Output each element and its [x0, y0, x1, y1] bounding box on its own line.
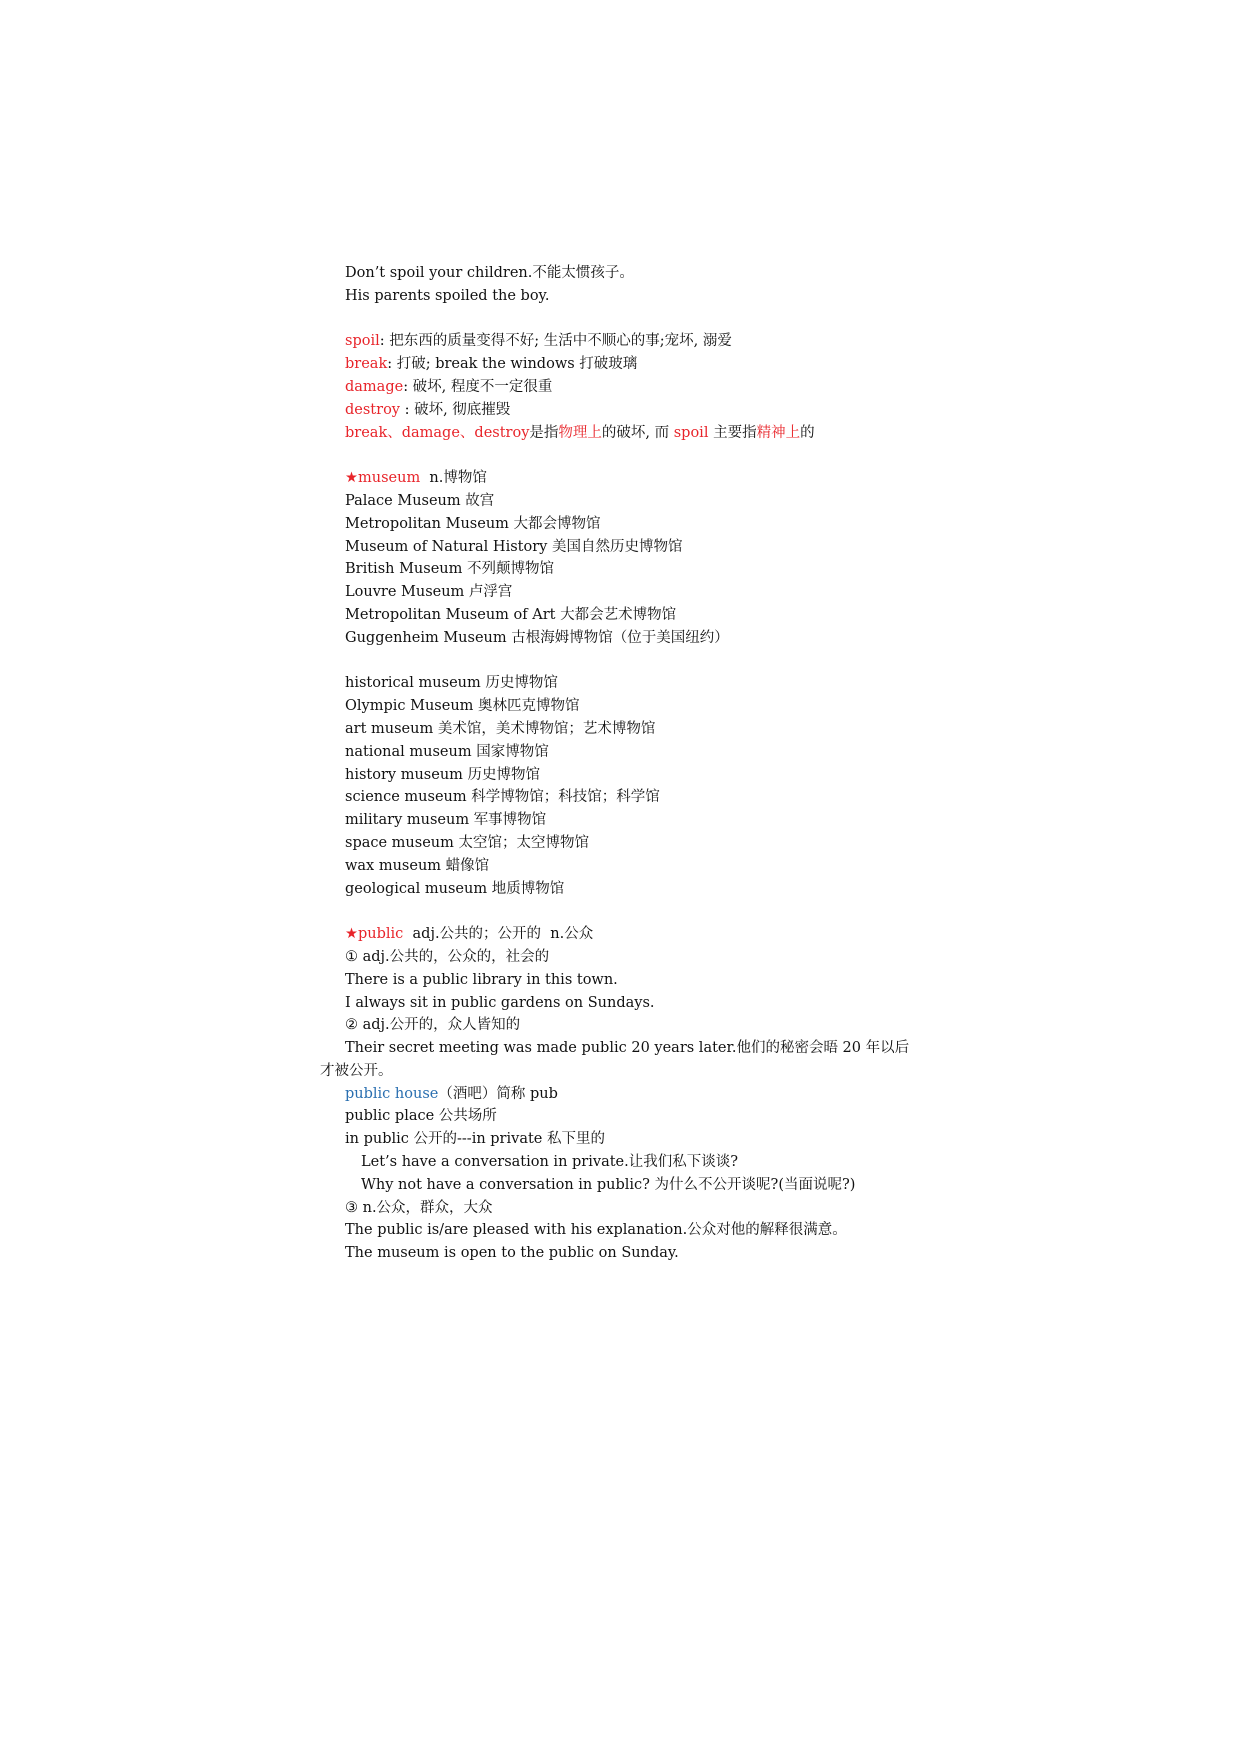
- example-line: The museum is open to the public on Sunday.: [345, 1245, 679, 1262]
- keyword-spoil: spoil: [673, 424, 709, 441]
- star-icon: ★: [345, 470, 358, 487]
- phrase-line: public place 公共场所: [345, 1108, 497, 1125]
- example-line: Don’t spoil your children.不能太惯孩子。: [345, 265, 634, 281]
- phrase-line: [345, 1083, 945, 1106]
- example-line-continued: 才被公开。: [320, 1062, 393, 1079]
- spacer: [345, 900, 945, 923]
- highlight-spiritual: 精神上: [756, 424, 801, 441]
- museum-heading: [345, 467, 945, 490]
- keyword-destroy: destroy: [345, 401, 400, 418]
- public-heading: [345, 923, 945, 946]
- spacer: [345, 308, 945, 331]
- phrase-text: （酒吧）简称 pub: [438, 1085, 558, 1102]
- museum-type-item: geological museum 地质博物馆: [345, 880, 565, 897]
- sense-heading: ① adj.公共的，公众的，社会的: [345, 948, 550, 965]
- summary-text: 的: [800, 424, 815, 441]
- museum-type-item: historical museum 历史博物馆: [345, 675, 558, 692]
- keyword-break: break: [345, 356, 388, 373]
- spoil-definition: [345, 330, 945, 353]
- museum-name-item: Metropolitan Museum 大都会博物馆: [345, 515, 601, 532]
- museum-name-item: Guggenheim Museum 古根海姆博物馆（位于美国纽约）: [345, 629, 729, 646]
- keyword-damage: damage: [345, 378, 404, 395]
- destroy-definition: [345, 399, 945, 422]
- museum-type-item: Olympic Museum 奥林匹克博物馆: [345, 698, 580, 715]
- definition-text: adj.公共的；公开的 n.公众: [403, 926, 594, 943]
- example-line: Their secret meeting was made public 20 years later.他们的秘密会晤 20 年以后: [345, 1040, 910, 1057]
- museum-name-item: British Museum 不列颠博物馆: [345, 561, 554, 578]
- museum-type-item: science museum 科学博物馆；科技馆；科学馆: [345, 789, 660, 806]
- museum-type-item: history museum 历史博物馆: [345, 766, 541, 783]
- museum-name-item: Palace Museum 故宫: [345, 492, 495, 509]
- keyword-museum: museum: [358, 470, 421, 487]
- spacer: [345, 444, 945, 467]
- museum-name-item: Museum of Natural History 美国自然历史博物馆: [345, 538, 683, 555]
- keyword-spoil: spoil: [345, 333, 380, 350]
- museum-type-item: wax museum 蜡像馆: [345, 857, 490, 874]
- definition-text: : 打破; break the windows 打破玻璃: [387, 356, 638, 373]
- definition-text: : 把东西的质量变得不好; 生活中不顺心的事;宠坏, 溺爱: [379, 333, 732, 350]
- definition-text: n.博物馆: [420, 470, 487, 487]
- phrase-public-house: public house: [345, 1085, 439, 1102]
- example-line: Let’s have a conversation in private.让我们私下谈谈?: [361, 1154, 738, 1171]
- definition-text: : 破坏, 彻底摧毁: [399, 401, 511, 418]
- break-definition: [345, 353, 945, 376]
- summary-text: 的破坏, 而: [601, 424, 674, 441]
- example-line: The public is/are pleased with his explanation.公众对他的解释很满意。: [345, 1222, 847, 1239]
- museum-type-item: national museum 国家博物馆: [345, 743, 549, 760]
- museum-type-item: military museum 军事博物馆: [345, 812, 547, 829]
- example-line: Why not have a conversation in public? 为什么不公开谈呢?(当面说呢?): [361, 1176, 856, 1193]
- example-line: I always sit in public gardens on Sundays.: [345, 994, 655, 1011]
- spacer: [345, 650, 945, 673]
- museum-type-item: space museum 太空馆；太空博物馆: [345, 834, 589, 851]
- museum-name-item: Metropolitan Museum of Art 大都会艺术博物馆: [345, 606, 677, 623]
- damage-definition: [345, 376, 945, 399]
- comparison-summary: [345, 422, 945, 445]
- document-body: [320, 262, 945, 1265]
- phrase-line: in public 公开的---in private 私下里的: [345, 1131, 605, 1148]
- example-line: There is a public library in this town.: [345, 971, 618, 988]
- summary-text: 是指: [529, 424, 559, 441]
- definition-text: : 破坏, 程度不一定很重: [403, 378, 553, 395]
- museum-type-item: art museum 美术馆，美术博物馆；艺术博物馆: [345, 720, 656, 737]
- keyword-public: public: [358, 926, 404, 943]
- example-line: His parents spoiled the boy.: [345, 287, 550, 304]
- museum-name-item: Louvre Museum 卢浮宫: [345, 584, 513, 601]
- highlight-physical: 物理上: [558, 424, 602, 441]
- summary-text: 主要指: [708, 424, 757, 441]
- sense-heading: ③ n.公众，群众，大众: [345, 1199, 493, 1216]
- star-icon: ★: [345, 926, 358, 943]
- keyword-list: break、damage、destroy: [345, 424, 530, 441]
- sense-heading: ② adj.公开的，众人皆知的: [345, 1017, 521, 1034]
